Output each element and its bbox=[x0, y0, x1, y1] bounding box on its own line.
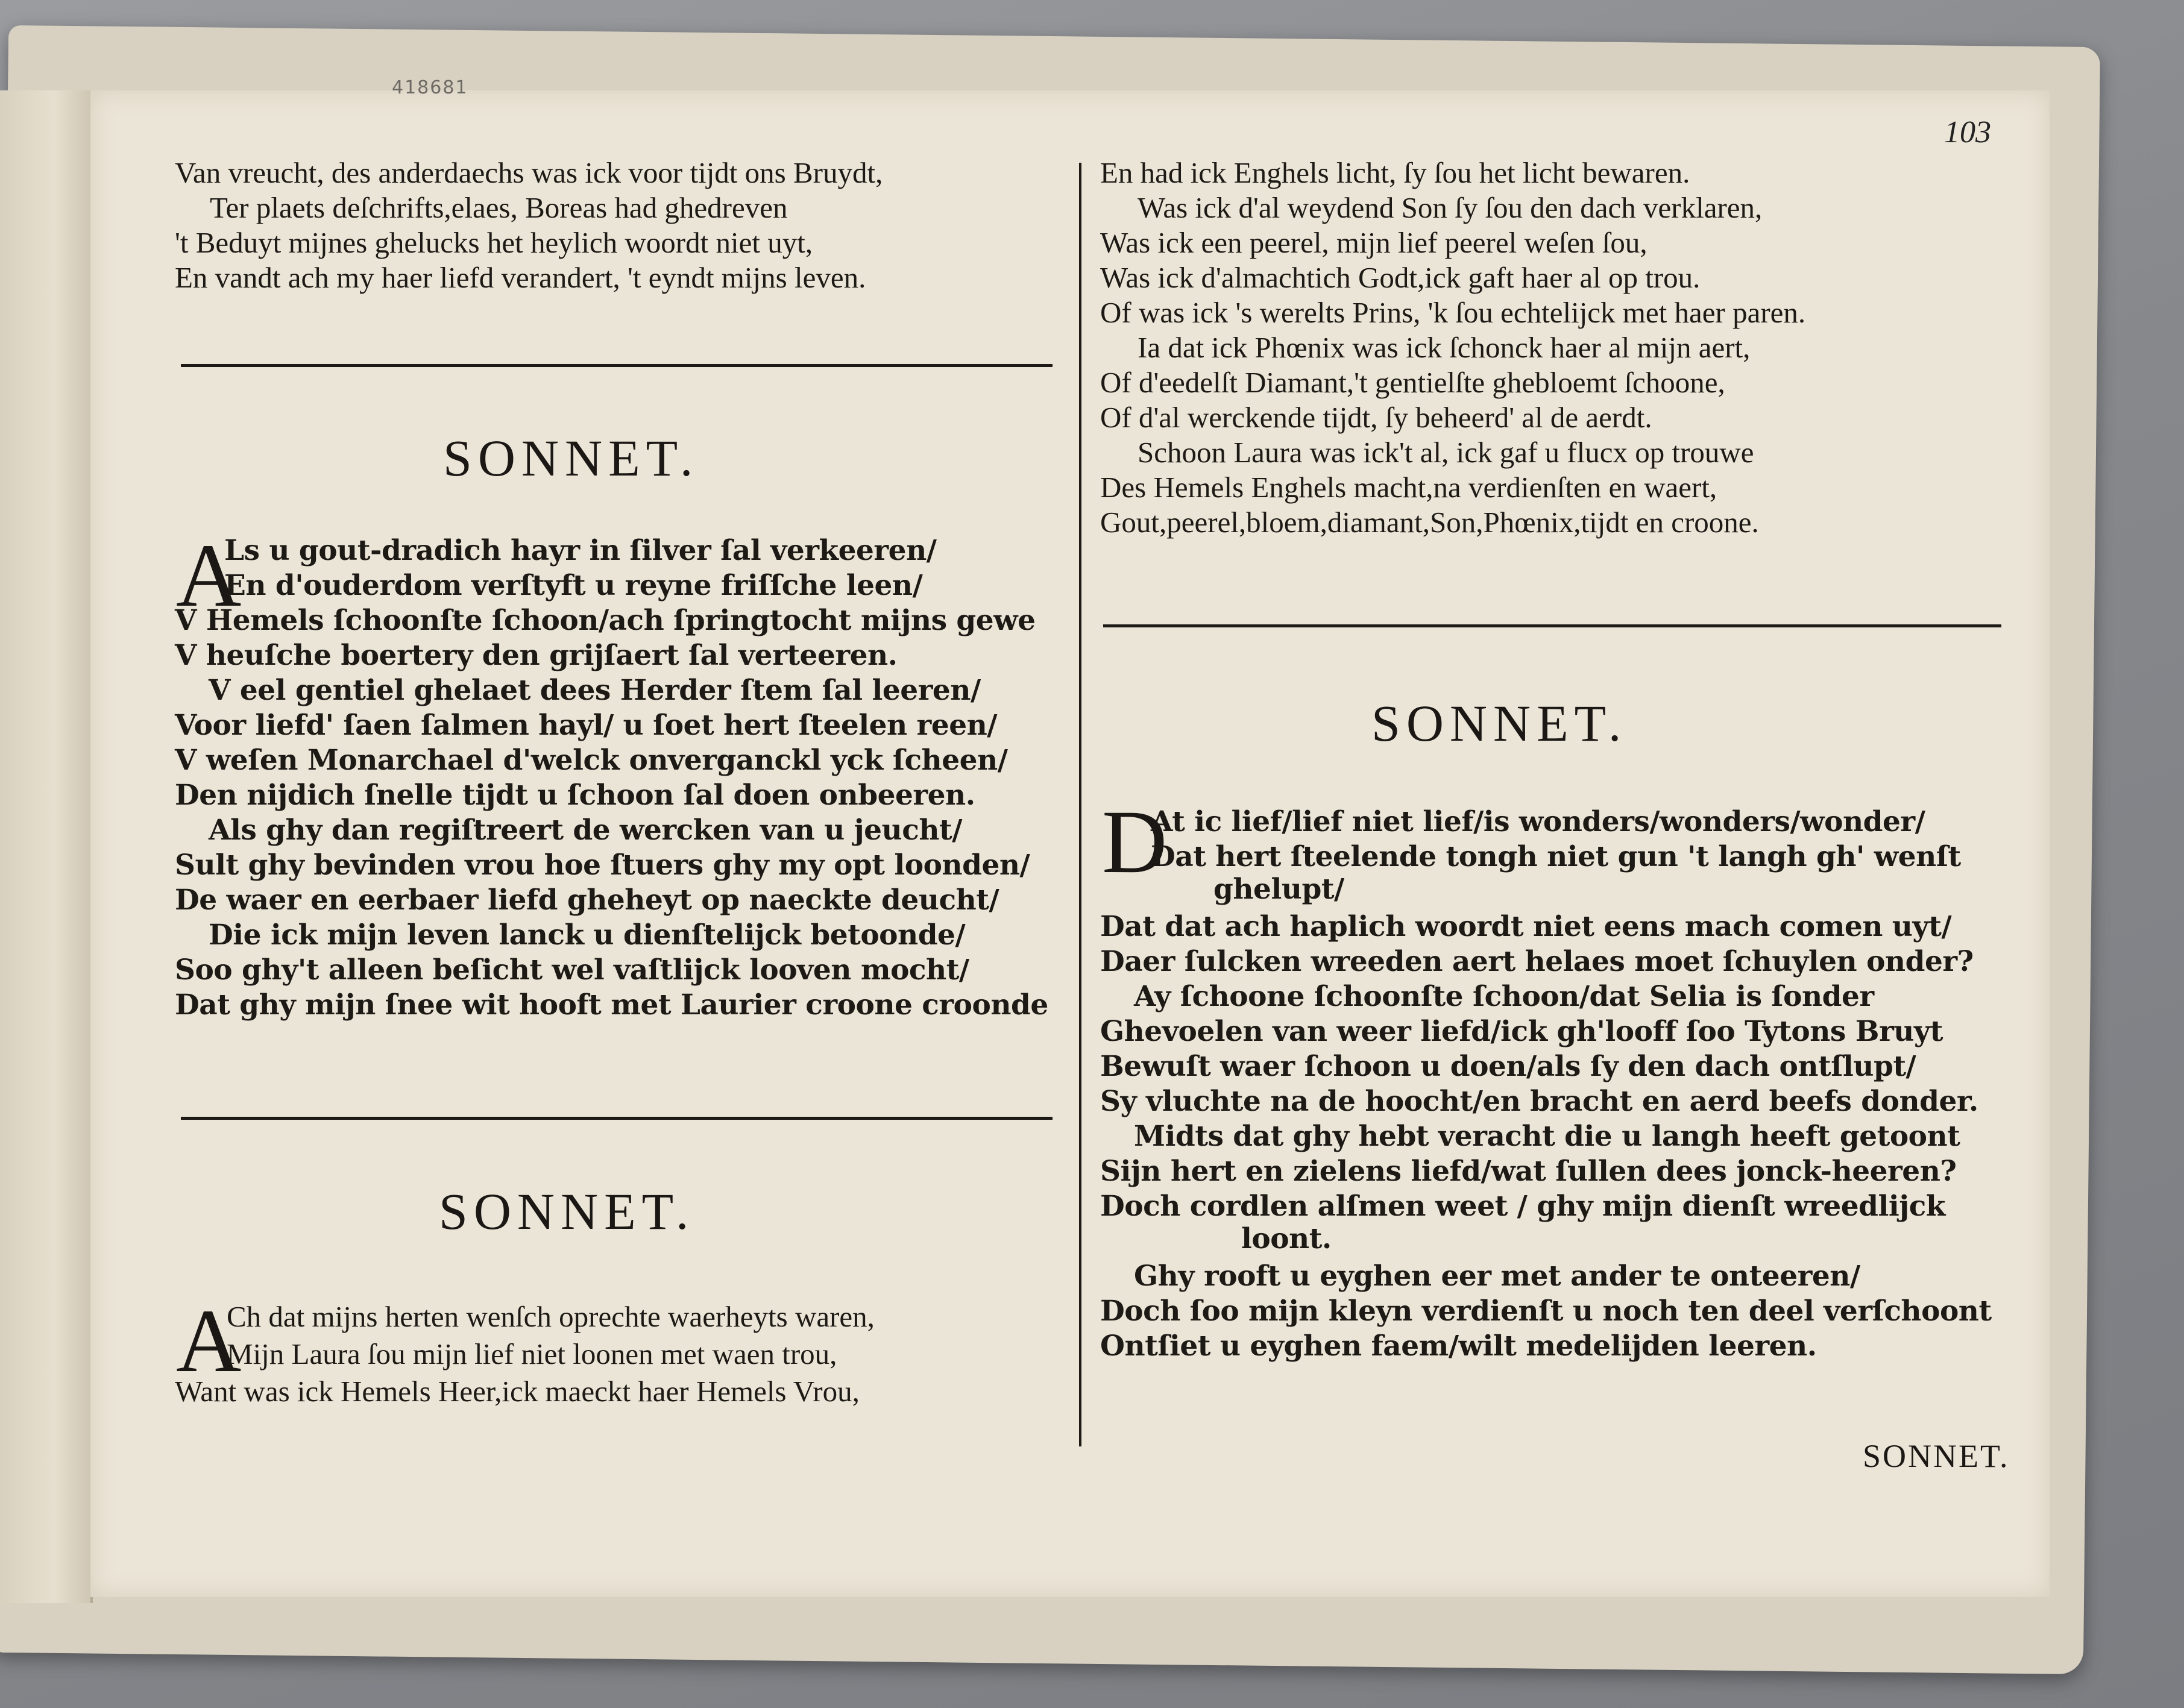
verse-line: Dat dat ach haplich woordt niet eens mach comen uyt/ bbox=[1100, 910, 1952, 943]
drop-cap: A bbox=[176, 1291, 242, 1391]
verse-line: loont. bbox=[1241, 1222, 1332, 1255]
verse-line: At ic lief/lief niet lief/is wonders/wonders/wonder/ bbox=[1151, 805, 1925, 838]
verse-line: Was ick d'al weydend Son ſy ſou den dach verklaren, bbox=[1138, 191, 1763, 224]
verse-line: Mijn Laura ſou mijn lief niet loonen met waen trou, bbox=[227, 1337, 837, 1370]
verse-line: Voor liefd' ſaen ſalmen hayl/ u ſoet hert ſteelen reen/ bbox=[175, 709, 997, 742]
verse-line: Was ick een peerel, mijn lief peerel weſen ſou, bbox=[1100, 226, 1647, 259]
verse-line: Des Hemels Enghels macht,na verdienſten en waert, bbox=[1100, 471, 1717, 504]
verse-line: De waer en eerbaer liefd gheheyt op naeckte deucht/ bbox=[175, 884, 999, 917]
verse-line: Ch dat mijns herten wenſch oprechte waerheyts waren, bbox=[227, 1300, 875, 1333]
drop-cap: D bbox=[1102, 792, 1168, 892]
sonnet-heading: SONNET. bbox=[443, 429, 699, 487]
section-rule bbox=[181, 1117, 1053, 1120]
verse-line: En d'ouderdom verſtyft u reyne friſſche leen/ bbox=[224, 569, 923, 602]
verse-line: Ghy rooft u eyghen eer met ander te onteeren/ bbox=[1134, 1260, 1860, 1293]
verse-line: V heuſche boertery den grijſaert ſal verteeren. bbox=[175, 639, 898, 672]
verse-line: Want was ick Hemels Heer,ick maeckt haer Hemels Vrou, bbox=[175, 1375, 860, 1408]
verse-line: Sy vluchte na de hoocht/en bracht en aerd beefs donder. bbox=[1100, 1085, 1978, 1118]
verse-line: Bewuſt waer ſchoon u doen/als ſy den dach ontſlupt/ bbox=[1100, 1050, 1916, 1083]
catchword: SONNET. bbox=[1863, 1438, 2010, 1474]
sonnet-heading: SONNET. bbox=[1371, 694, 1628, 752]
verse-line: V weſen Monarchael d'welck onverganckl yck ſcheen/ bbox=[175, 744, 1008, 777]
verse-line: Doch ſoo mijn kleyn verdienſt u noch ten deel verſchoont bbox=[1100, 1295, 1992, 1328]
section-rule bbox=[181, 364, 1053, 367]
verse-line: Ter plaets deſchrifts,elaes, Boreas had ghedreven bbox=[210, 191, 788, 224]
verse-line: Sult ghy bevinden vrou hoe ſtuers ghy my opt loonden/ bbox=[175, 849, 1030, 882]
verse-line: Midts dat ghy hebt veracht die u langh heeft getoont bbox=[1134, 1120, 1960, 1153]
verse-line: V Hemels ſchoonſte ſchoon/ach ſpringtocht mijns gewe bbox=[175, 604, 1036, 637]
verse-line: Of was ick 's werelts Prins, 'k ſou echtelijck met haer paren. bbox=[1100, 296, 1806, 329]
verse-line: Die ick mijn leven lanck u dienſtelijck betoonde/ bbox=[209, 918, 966, 952]
verse-line: ghelupt/ bbox=[1213, 873, 1344, 906]
drop-cap: A bbox=[176, 526, 242, 626]
verse-line: Dat hert ſteelende tongh niet gun 't langh gh' wenſt bbox=[1151, 840, 1961, 873]
verse-line: Gout,peerel,bloem,diamant,Son,Phœnix,tijdt en croone. bbox=[1100, 506, 1759, 539]
page-number: 103 bbox=[1944, 115, 1991, 149]
verse-line: Als ghy dan regiſtreert de wercken van u jeucht/ bbox=[209, 814, 962, 847]
verse-line: Sijn hert en zielens liefd/wat ſullen dees jonck-heeren? bbox=[1100, 1155, 1957, 1188]
verse-line: Of d'al werckende tijdt, ſy beheerd' al de aerdt. bbox=[1100, 401, 1652, 434]
verse-line: Daer ſulcken wreeden aert helaes moet ſchuylen onder? bbox=[1100, 945, 1974, 978]
section-rule bbox=[1103, 624, 2001, 627]
verse-line: Ontſiet u eyghen faem/wilt medelijden leeren. bbox=[1100, 1330, 1817, 1363]
verse-line: Was ick d'almachtich Godt,ick gaft haer al op trou. bbox=[1100, 261, 1701, 294]
verse-line: Van vreucht, des anderdaechs was ick voor tijdt ons Bruydt, bbox=[175, 156, 883, 189]
verse-line: 't Beduyt mijnes ghelucks het heylich woordt niet uyt, bbox=[175, 226, 813, 259]
verse-line: Dat ghy mijn ſnee wit hooft met Laurier croone croonde bbox=[175, 988, 1048, 1022]
verse-line: Ls u gout-dradich hayr in ſilver ſal verkeeren/ bbox=[224, 534, 937, 567]
verse-line: V eel gentiel ghelaet dees Herder ſtem ſal leeren/ bbox=[209, 674, 981, 707]
column-divider bbox=[1079, 163, 1081, 1446]
verse-line: Of d'eedelſt Diamant,'t gentielſte ghebloemt ſchoone, bbox=[1100, 366, 1725, 399]
sonnet-heading: SONNET. bbox=[439, 1182, 695, 1240]
verse-line: Ay ſchoone ſchoonſte ſchoon/dat Selia is ſonder bbox=[1134, 980, 1874, 1013]
verse-line: Den nijdich ſnelle tijdt u ſchoon ſal doen onbeeren. bbox=[175, 779, 975, 812]
shelfmark: 418681 bbox=[392, 77, 468, 98]
verse-line: Doch cordlen alſmen weet / ghy mijn dienſt wreedlijck bbox=[1100, 1190, 1945, 1223]
verse-line: Ghevoelen van weer liefd/ick gh'looff ſoo Tytons Bruyt bbox=[1100, 1015, 1943, 1048]
previous-page-edge bbox=[0, 90, 93, 1603]
verse-line: En vandt ach my haer liefd verandert, 't eyndt mijns leven. bbox=[175, 261, 866, 294]
verse-line: Soo ghy't alleen beſicht wel vaſtlijck looven mocht/ bbox=[175, 953, 969, 987]
verse-line: En had ick Enghels licht, ſy ſou het licht bewaren. bbox=[1100, 156, 1690, 189]
verse-line: Schoon Laura was ick't al, ick gaf u flucx op trouwe bbox=[1138, 436, 1754, 469]
verse-line: Ia dat ick Phœnix was ick ſchonck haer al mijn aert, bbox=[1138, 331, 1751, 364]
